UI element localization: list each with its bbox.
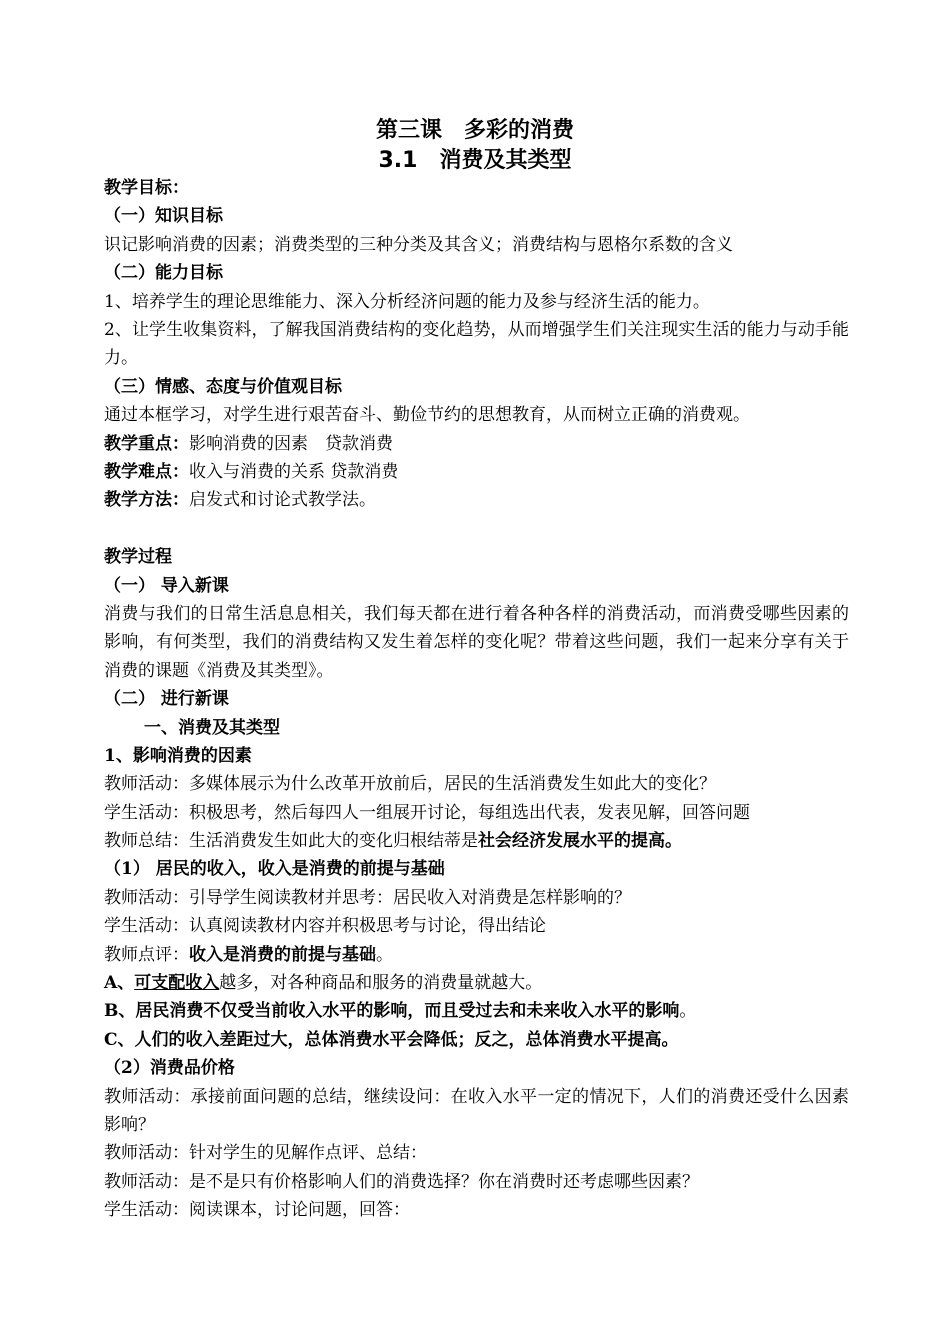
paragraph-line: 教师活动：多媒体展示为什么改革开放前后，居民的生活消费发生如此大的变化？ bbox=[104, 774, 716, 795]
emotion-goal-heading: （三）情感、态度与价值观目标 bbox=[104, 376, 342, 397]
teaching-difficulty bbox=[104, 458, 849, 486]
paragraph-line: 教师活动：承接前面问题的总结，继续设问：在收入水平一定的情况下，人们的消费还受什么因素影响？ bbox=[104, 1086, 849, 1135]
point-a-keyword: 可支配收入 bbox=[134, 973, 220, 994]
section-heading: 一、消费及其类型 bbox=[144, 717, 280, 738]
paragraph-line: 学生活动：认真阅读教材内容并积极思考与讨论，得出结论 bbox=[104, 916, 546, 937]
paragraph-line: 教师活动：引导学生阅读教材并思考：居民收入对消费是怎样影响的？ bbox=[104, 887, 631, 908]
comment-emphasis: 收入是消费的前提与基础 bbox=[189, 944, 376, 965]
ability-goal-heading: （二）能力目标 bbox=[104, 263, 223, 284]
paragraph-line bbox=[104, 827, 849, 855]
point-b-end: 。 bbox=[679, 1001, 697, 1022]
paragraph-line: 学生活动：积极思考，然后每四人一组展开讨论，每组选出代表，发表见解，回答问题 bbox=[104, 802, 750, 823]
difficulty-text: 收入与消费的关系 贷款消费 bbox=[189, 461, 399, 482]
point-heading: （1） 居民的收入，收入是消费的前提与基础 bbox=[104, 859, 445, 880]
ability-goal-text-1: 1、培养学生的理论思维能力、深入分析经济问题的能力及参与经济生活的能力。 bbox=[104, 291, 710, 312]
point-b-text: B、居民消费不仅受当前收入水平的影响，而且受过去和未来收入水平的影响 bbox=[104, 1001, 680, 1022]
method-label: 教学方法： bbox=[104, 490, 189, 511]
paragraph-line: 学生活动：阅读课本，讨论问题，回答： bbox=[104, 1200, 410, 1221]
point-heading: （2）消费品价格 bbox=[104, 1058, 235, 1079]
ability-goal-text-2: 2、让学生收集资料，了解我国消费结构的变化趋势，从而增强学生们关注现实生活的能力与动手能力。 bbox=[104, 319, 849, 369]
comment-label: 教师点评： bbox=[104, 944, 189, 965]
focus-label: 教学重点： bbox=[104, 433, 189, 454]
point-a bbox=[104, 969, 849, 997]
paragraph-line bbox=[104, 941, 849, 969]
paragraph-line: 教师活动：是不是只有价格影响人们的消费选择？你在消费时还考虑哪些因素？ bbox=[104, 1171, 699, 1192]
method-text: 启发式和讨论式教学法。 bbox=[189, 490, 376, 511]
point-a-label: A、 bbox=[104, 973, 135, 994]
process-heading: 教学过程 bbox=[104, 547, 172, 568]
knowledge-goal-heading: （一）知识目标 bbox=[104, 206, 223, 227]
point-a-text: 越多，对各种商品和服务的消费量就越大。 bbox=[219, 973, 543, 994]
intro-heading: （一） 导入新课 bbox=[104, 575, 229, 596]
lesson-title: 第三课 多彩的消费 bbox=[375, 118, 574, 143]
summary-text: 教师总结：生活消费发生如此大的变化归根结蒂是 bbox=[104, 831, 478, 852]
blank-line bbox=[104, 515, 849, 543]
knowledge-goal-text: 识记影响消费的因素；消费类型的三种分类及其含义；消费结构与恩格尔系数的含义 bbox=[104, 234, 733, 255]
summary-emphasis: 社会经济发展水平的提高。 bbox=[478, 831, 682, 852]
focus-text: 影响消费的因素 贷款消费 bbox=[189, 433, 393, 454]
intro-text: 消费与我们的日常生活息息相关，我们每天都在进行着各种各样的消费活动，而消费受哪些因素的影响，有何类型，我们的消费结构又发生着怎样的变化呢？带着这些问题，我们一起来分享有关于消费的课题《消费及其类型》。 bbox=[104, 603, 849, 681]
difficulty-label: 教学难点： bbox=[104, 461, 189, 482]
teaching-method bbox=[104, 486, 849, 514]
point-b bbox=[104, 997, 849, 1025]
new-lesson-heading: （二） 进行新课 bbox=[104, 689, 229, 710]
paragraph-line: 教师活动：针对学生的见解作点评、总结： bbox=[104, 1143, 427, 1164]
document-body bbox=[104, 174, 849, 1225]
point-c: C、人们的收入差距过大，总体消费水平会降低；反之，总体消费水平提高。 bbox=[104, 1029, 679, 1050]
goals-heading: 教学目标： bbox=[104, 178, 189, 198]
teaching-focus bbox=[104, 430, 849, 458]
subsection-heading: 1、影响消费的因素 bbox=[104, 745, 252, 766]
comment-end: 。 bbox=[376, 944, 393, 965]
section-title: 3.1 消费及其类型 bbox=[378, 148, 572, 173]
emotion-goal-text: 通过本框学习，对学生进行艰苦奋斗、勤俭节约的思想教育，从而树立正确的消费观。 bbox=[104, 405, 750, 426]
